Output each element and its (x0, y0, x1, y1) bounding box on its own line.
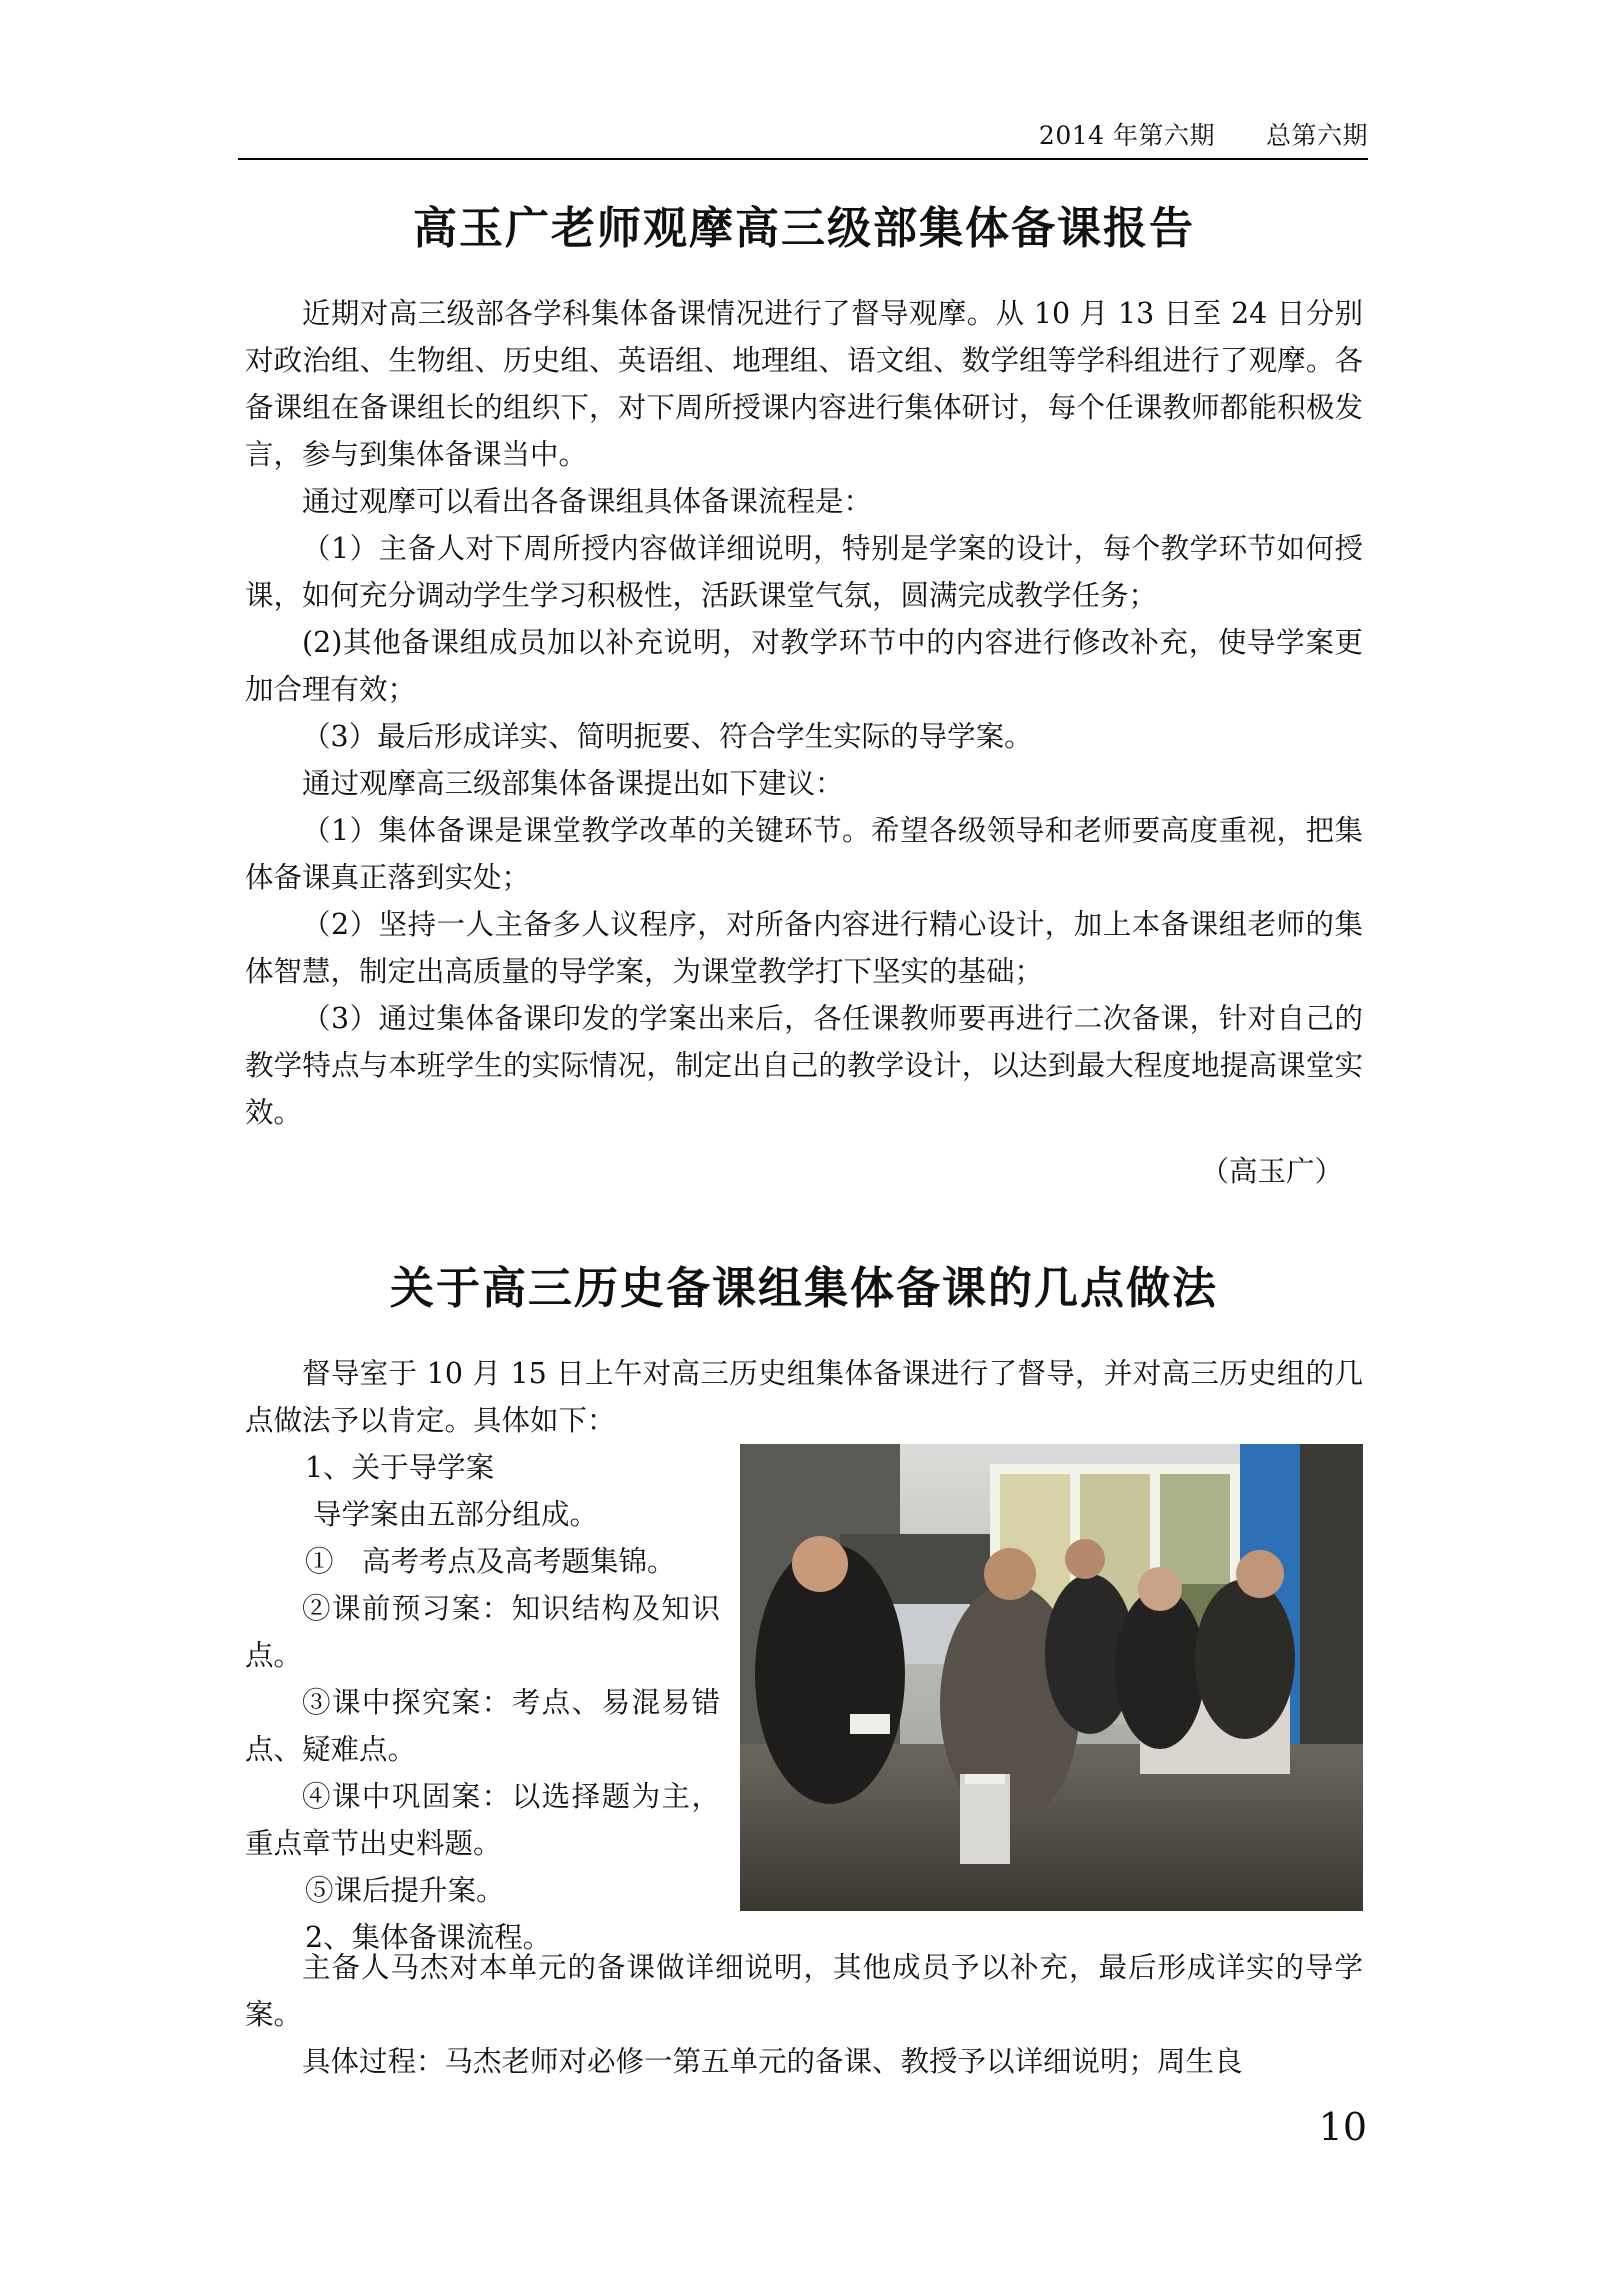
article-title: 高玉广老师观摩高三级部集体备课报告 (413, 203, 1195, 254)
list-item: ④课中巩固案：以选择题为主，重点章节出史料题。 (245, 1780, 720, 1860)
paragraph: 主备人马杰对本单元的备课做详细说明，其他成员予以补充，最后形成详实的导学案。 (245, 1951, 1363, 2031)
text-with-photo (245, 1444, 1363, 1954)
issue-label: 2014 年第六期 总第六期 (1038, 121, 1368, 150)
list-item: ②课前预习案：知识结构及知识点。 (245, 1592, 720, 1672)
list-item: 1、关于导学案 (305, 1451, 495, 1484)
paragraph: （3）通过集体备课印发的学案出来后，各任课教师要再进行二次备课，针对自己的教学特点与本班学生的实际情况，制定出自己的教学设计，以达到最大程度地提高课堂实效。 (245, 1002, 1363, 1129)
paragraph: （1）集体备课是课堂教学改革的关键环节。希望各级领导和老师要高度重视，把集体备课真正落到实处； (245, 814, 1363, 894)
paragraph: （1）主备人对下周所授内容做详细说明，特别是学案的设计，每个教学环节如何授课，如何充分调动学生学习积极性，活跃课堂气氛，圆满完成教学任务； (245, 532, 1363, 612)
paragraph: 通过观摩可以看出各备课组具体备课流程是： (302, 485, 873, 518)
list-item: ③课中探究案：考点、易混易错点、疑难点。 (245, 1686, 720, 1766)
guide-list (245, 1444, 720, 1961)
article-title: 关于高三历史备课组集体备课的几点做法 (390, 1263, 1218, 1314)
paragraph: 督导室于 10 月 15 日上午对高三历史组集体备课进行了督导，并对高三历史组的几点做法予以肯定。具体如下： (245, 1357, 1363, 1437)
list-item: 导学案由五部分组成。 (313, 1498, 599, 1531)
article-report (245, 200, 1363, 1195)
paragraph: (2)其他备课组成员加以补充说明，对教学环节中的内容进行修改补充，使导学案更加合理有效； (245, 626, 1363, 706)
paragraph: 通过观摩高三级部集体备课提出如下建议： (302, 767, 844, 800)
list-item: ① 高考考点及高考题集锦。 (305, 1545, 676, 1578)
author-signature: （高玉广） (1200, 1155, 1343, 1188)
paragraph: 近期对高三级部各学科集体备课情况进行了督导观摩。从 10 月 13 日至 24 日分别对政治组、生物组、历史组、英语组、地理组、语文组、数学组等学科组进行了观摩。各备课组在备课组长的组织下，对下周所授课内容进行集体研讨，每个任课教师都能积极发言，参与到集体备课当中。 (245, 297, 1363, 471)
paragraph: （3）最后形成详实、简明扼要、符合学生实际的导学案。 (302, 720, 1033, 753)
page-number: 10 (1318, 2105, 1367, 2149)
page-header (238, 110, 1368, 160)
list-item: ⑤课后提升案。 (305, 1874, 505, 1907)
list-item: 2、集体备课流程。 (305, 1921, 552, 1954)
paragraph: （2）坚持一人主备多人议程序，对所备内容进行精心设计，加上本备课组老师的集体智慧，制定出高质量的导学案，为课堂教学打下坚实的基础； (245, 908, 1363, 988)
article-history-group (245, 1260, 1363, 2085)
paragraph: 具体过程：马杰老师对必修一第五单元的备课、教授予以详细说明；周生良 (302, 2045, 1243, 2078)
meeting-photo-illustration (740, 1444, 1363, 1911)
meeting-photo (740, 1444, 1363, 1911)
